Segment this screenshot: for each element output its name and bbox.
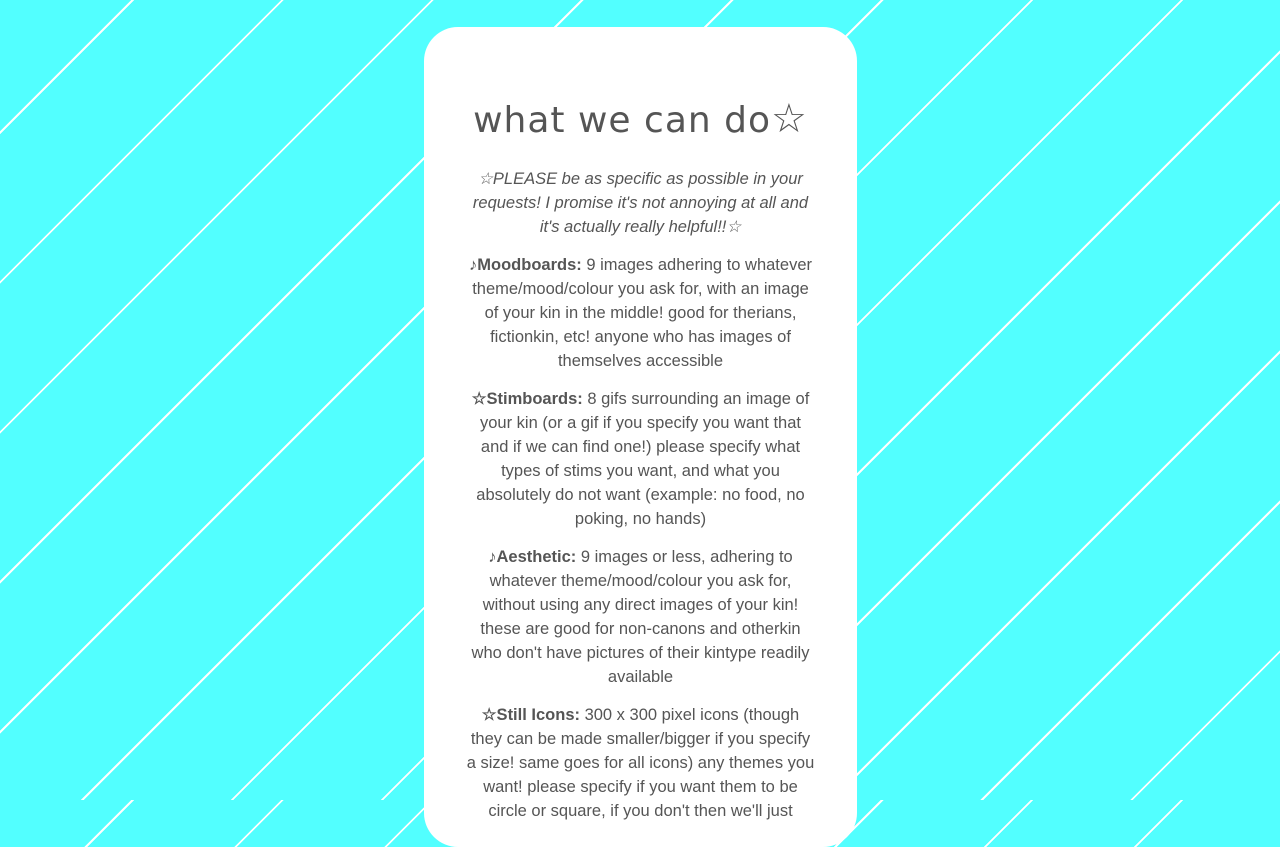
service-description: 9 images or less, adhering to whatever theme/mood/colour you ask for, without using any direct images of your kin! these are good for non-canons and otherkin who don't have pictures of their kintype readily available <box>471 548 810 686</box>
service-item-stimboards <box>466 387 815 531</box>
service-item-moodboards <box>466 253 815 373</box>
page-title-text: what we can do <box>473 100 772 141</box>
service-item-aesthetic <box>466 545 815 689</box>
star-icon: ☆ <box>771 96 808 142</box>
page-title <box>466 96 815 142</box>
service-label: ♪Moodboards: <box>469 256 582 274</box>
content-card <box>424 27 857 847</box>
request-note: ☆PLEASE be as specific as possible in your requests! I promise it's not annoying at all and it's actually really helpful!!☆ <box>472 170 809 236</box>
service-label: ☆Still Icons: <box>481 706 580 724</box>
service-label: ♪Aesthetic: <box>488 548 577 566</box>
service-description: 300 x 300 pixel icons (though they can be made smaller/bigger if you specify a size! same goes for all icons) any themes you want! please specify if you want them to be circle or square, if you don't then we'll just <box>466 706 815 820</box>
service-description: 9 images adhering to whatever theme/mood/colour you ask for, with an image of your kin in the middle! good for therians, fictionkin, etc! anyone who has images of themselves accessible <box>472 256 812 370</box>
service-label: ☆Stimboards: <box>471 390 583 408</box>
service-item-still-icons <box>466 703 815 823</box>
service-description: 8 gifs surrounding an image of your kin (or a gif if you specify you want that and if we can find one!) please specify what types of stims you want, and what you absolutely do not want (example: no food, no poking, no hands) <box>476 390 810 528</box>
